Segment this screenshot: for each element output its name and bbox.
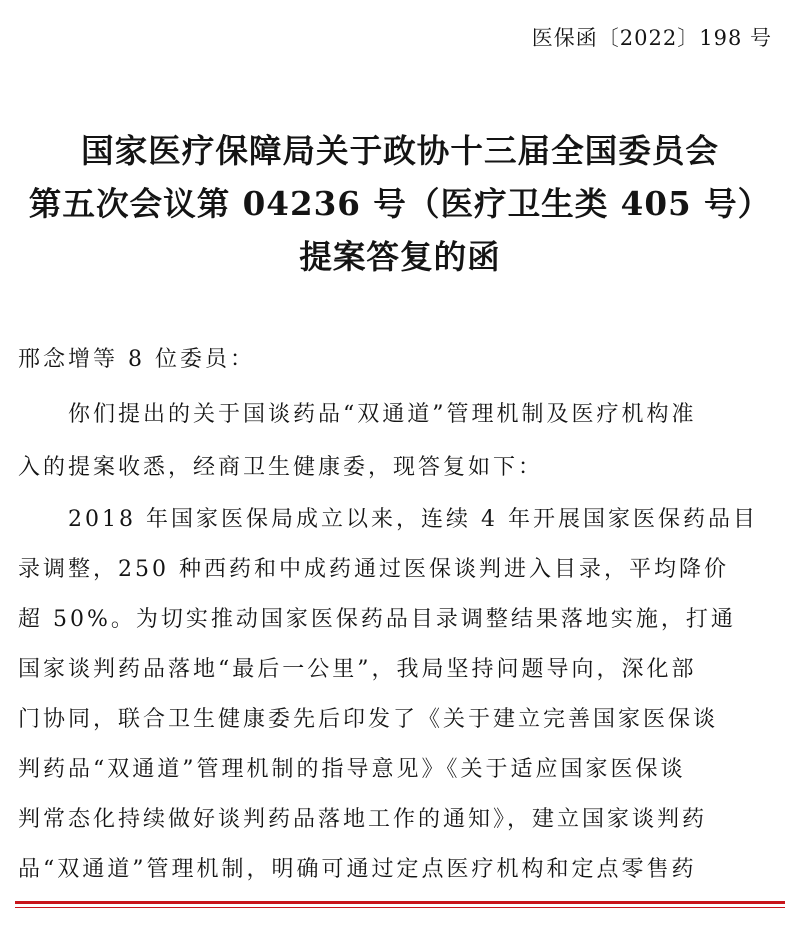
salutation-line: 邢念增等 8 位委员： bbox=[18, 347, 255, 372]
footer-rule-thin bbox=[15, 907, 785, 908]
body-line: 入的提案收悉，经商卫生健康委，现答复如下： bbox=[18, 455, 544, 480]
title-line-2: 第五次会议第 04236 号（医疗卫生类 405 号） bbox=[28, 184, 772, 223]
title-line-1: 国家医疗保障局关于政协十三届全国委员会 bbox=[81, 131, 719, 170]
body-line: 国家谈判药品落地“最后一公里”，我局坚持问题导向，深化部 bbox=[18, 657, 697, 682]
body-line: 判药品“双通道”管理机制的指导意见》《关于适应国家医保谈 bbox=[18, 757, 686, 782]
body-line: 判常态化持续做好谈判药品落地工作的通知》，建立国家谈判药 bbox=[18, 807, 708, 832]
body-line: 超 50%。为切实推动国家医保药品目录调整结果落地实施，打通 bbox=[18, 607, 736, 632]
body-line: 门协同，联合卫生健康委先后印发了《关于建立完善国家医保谈 bbox=[18, 707, 719, 732]
document-number: 医保函〔2022〕198 号 bbox=[531, 26, 772, 50]
body-line: 2018 年国家医保局成立以来，连续 4 年开展国家医保药品目 bbox=[18, 507, 758, 532]
body-line: 录调整，250 种西药和中成药通过医保谈判进入目录，平均降价 bbox=[18, 557, 729, 582]
title-line-3: 提案答复的函 bbox=[299, 237, 501, 276]
body-line: 品“双通道”管理机制，明确可通过定点医疗机构和定点零售药 bbox=[18, 857, 697, 882]
footer-rule-thick bbox=[15, 901, 785, 904]
body-line: 你们提出的关于国谈药品“双通道”管理机制及医疗机构准 bbox=[18, 402, 697, 427]
